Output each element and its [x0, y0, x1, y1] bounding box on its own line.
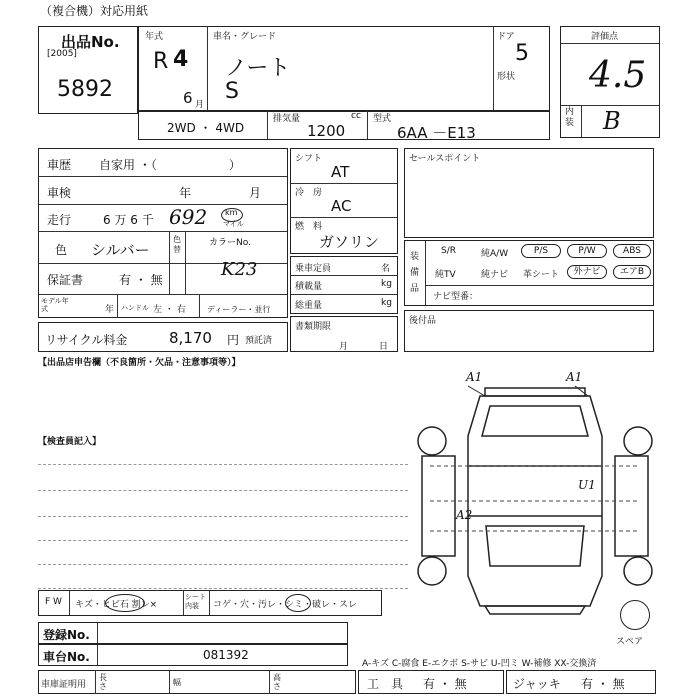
- fw-interior-label: シート内装: [185, 593, 206, 610]
- tools-row: [358, 670, 504, 694]
- fw-row: [38, 590, 382, 616]
- weight-box: [290, 256, 398, 314]
- inspector-header: 【検査員記入】: [38, 437, 102, 447]
- model-label: 型式: [373, 114, 392, 124]
- notes-header: 【出品店申告欄（不良箇所・欠品・注意事項等）】: [38, 358, 241, 368]
- registration-label: 登録No.: [43, 628, 90, 642]
- ac-label: 冷 房: [295, 188, 323, 198]
- displacement-value: 1200: [307, 122, 346, 140]
- handle-label: ハンドル: [121, 304, 149, 312]
- fw-items: キズ・ヒビ石 割レ×: [75, 600, 158, 610]
- fw-interior-circle: [285, 594, 311, 612]
- fw-label: F W: [45, 597, 62, 607]
- lot-label: 出品No.: [61, 33, 120, 51]
- retrofit-box: [404, 310, 654, 352]
- equip-ext-navi: 外ナビ: [567, 265, 607, 279]
- sales-point-box: [404, 148, 654, 238]
- mile-label: マイル: [223, 220, 244, 228]
- drive-type: 2WD ・ 4WD: [167, 121, 245, 135]
- inspection-month: 月: [249, 186, 262, 200]
- lot-code: [2005]: [47, 49, 77, 59]
- sales-point-label: セールスポイント: [409, 154, 481, 164]
- spare-label: スペア: [616, 637, 644, 647]
- recycle-unit: 円: [227, 333, 240, 347]
- retrofit-label: 後付品: [409, 316, 437, 326]
- lot-number: 5892: [57, 77, 113, 102]
- capacity-unit: 名: [381, 264, 391, 274]
- certificate-length: 長さ: [99, 673, 107, 691]
- certificate-label: 車庫証明用: [41, 680, 87, 690]
- equip-leather: 革シート: [523, 270, 560, 280]
- inspection-year: 年: [179, 186, 192, 200]
- drive-row: [138, 110, 550, 140]
- spare-tire-icon: [620, 600, 650, 630]
- form-header: （複合機）対応用紙: [40, 4, 149, 18]
- door-value: 5: [515, 41, 529, 66]
- displacement-label: 排気量: [273, 114, 301, 124]
- docs-month: 月: [339, 342, 349, 352]
- car-main-box: [138, 26, 550, 112]
- gross-label: 総重量: [295, 301, 323, 311]
- shift-label: シフト: [295, 154, 323, 164]
- mark-u1: U1: [578, 478, 596, 492]
- year-era: R: [153, 49, 169, 74]
- interior-score: B: [603, 107, 621, 135]
- registration-row: [38, 622, 348, 644]
- equip-abs: ABS: [613, 244, 651, 258]
- equipment-label: 装備品: [410, 252, 420, 294]
- color-code: K23: [221, 259, 258, 280]
- docs-label: 書類期限: [295, 322, 332, 332]
- equip-airbag: エアB: [613, 265, 651, 279]
- year-month-unit: 月: [195, 100, 205, 110]
- score-box: [560, 26, 660, 138]
- docs-day: 日: [379, 342, 389, 352]
- ac-value: AC: [331, 197, 352, 215]
- shift-value: AT: [331, 163, 350, 181]
- km-label: km: [225, 208, 238, 217]
- fw-circle: [105, 594, 145, 612]
- door-label: ドア: [497, 32, 515, 42]
- docs-box: [290, 316, 398, 352]
- dealer-label: ディーラー・並行: [207, 305, 271, 314]
- warranty-value: 有 ・ 無: [119, 273, 163, 287]
- model-value: 6AA －E13: [397, 124, 476, 142]
- recycle-value: 8,170: [169, 329, 212, 347]
- mileage-value: 6 万 6 千: [103, 213, 154, 227]
- chassis-label: 車台No.: [43, 650, 90, 664]
- mark-a1-right: A1: [566, 370, 583, 384]
- damage-legend: A-キズ C-腐食 E-エクボ S-サビ U-凹ミ W-補修 XX-交換済: [362, 659, 597, 669]
- equip-navi: 純ナビ: [481, 270, 509, 280]
- displacement-unit: cc: [351, 111, 361, 121]
- tools-value: 有 ・ 無: [423, 677, 467, 691]
- equip-pw: P/W: [567, 244, 607, 258]
- lot-number-box: [38, 26, 138, 114]
- detail-box: [38, 148, 288, 318]
- jack-row: [506, 670, 656, 694]
- recycle-label: リサイクル料金: [45, 333, 128, 347]
- mark-a1-left: A1: [466, 370, 483, 384]
- jack-label: ジャッキ: [513, 677, 561, 691]
- car-damage-diagram: [410, 366, 660, 616]
- history-value: 自家用 ・（ ）: [99, 158, 241, 172]
- mileage-label: 走行: [47, 213, 72, 227]
- handle-value: 左 ・ 右: [153, 305, 186, 315]
- inspection-label: 車検: [47, 186, 72, 200]
- history-label: 車歴: [47, 158, 72, 172]
- load-unit: kg: [381, 279, 392, 289]
- equip-ps: P/S: [521, 244, 561, 258]
- equip-navi-model: ナビ型番：: [433, 292, 479, 302]
- fw-interior-items: コゲ・穴・汚レ・シミ・破レ・スレ: [213, 600, 358, 610]
- warranty-label: 保証書: [47, 273, 84, 287]
- year-label: 年式: [145, 32, 164, 42]
- certificate-row: [38, 670, 356, 694]
- color-label: 色: [55, 243, 68, 257]
- equip-sr: S/R: [441, 246, 456, 256]
- color-value: シルバー: [91, 241, 150, 259]
- equipment-box: [404, 240, 654, 306]
- score-value: 4.5: [589, 55, 647, 96]
- certificate-height: 高さ: [273, 673, 281, 691]
- year-value: 4: [173, 47, 189, 72]
- equip-tv: 純TV: [435, 270, 456, 280]
- model-year-year: 年: [105, 305, 115, 315]
- fuel-value: ガソリン: [319, 233, 380, 251]
- recycle-row: [38, 322, 288, 352]
- interior-label: 内装: [565, 107, 575, 128]
- load-label: 積載量: [295, 282, 323, 292]
- car-name: ノート: [225, 56, 291, 81]
- mileage-handwritten: 692: [169, 205, 208, 229]
- year-month: 6: [183, 89, 193, 107]
- gross-unit: kg: [381, 298, 392, 308]
- car-grade: S: [225, 79, 239, 104]
- model-year-label: モデル年式: [41, 297, 69, 313]
- certificate-width: 幅: [173, 678, 181, 687]
- jack-value: 有 ・ 無: [581, 677, 625, 691]
- equip-aw: 純A/W: [481, 249, 509, 259]
- color-code-label: カラーNo.: [209, 238, 251, 248]
- capacity-label: 乗車定員: [295, 264, 332, 274]
- car-name-label: 車名・グレード: [213, 32, 277, 42]
- recycle-deposit: 預託済: [245, 336, 273, 346]
- shift-box: [290, 148, 398, 254]
- mark-a2: A2: [456, 508, 473, 522]
- shape-label: 形状: [497, 72, 516, 82]
- score-label: 評価点: [591, 32, 619, 42]
- fuel-label: 燃 料: [295, 222, 323, 232]
- chassis-row: [38, 644, 348, 666]
- chassis-value: 081392: [203, 648, 249, 662]
- tools-label: 工 具: [367, 677, 404, 691]
- color-change-label: 色替: [173, 235, 181, 254]
